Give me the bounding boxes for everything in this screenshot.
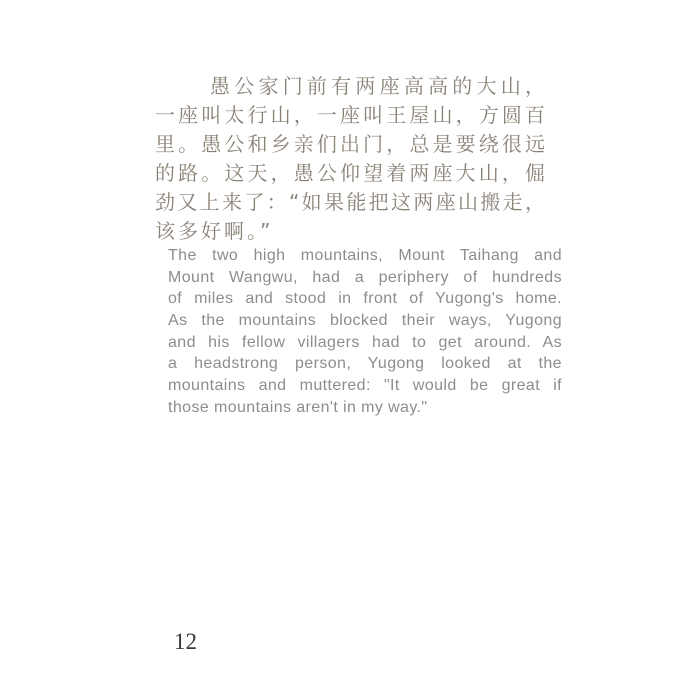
chinese-text-line: 愚公家门前有两座高高的大山， [210, 74, 545, 98]
english-text-line: mountains and muttered: "It would be great if [168, 377, 562, 395]
chinese-text-line: 的路。这天，愚公仰望着两座大山，倔 [155, 161, 545, 185]
english-text-line: Mount Wangwu, had a periphery of hundreds [168, 268, 562, 286]
chinese-paragraph [155, 72, 545, 246]
english-text-line: and his fellow villagers had to get around. As [168, 333, 562, 351]
chinese-text-line: 一座叫太行山，一座叫王屋山，方圆百 [155, 103, 545, 127]
english-text-line: The two high mountains, Mount Taihang and [168, 247, 562, 264]
chinese-text-line: 劲又上来了：“如果能把这两座山搬走， [155, 190, 545, 214]
page-number: 12 [174, 629, 197, 654]
english-paragraph [168, 245, 562, 419]
english-text-line: of miles and stood in front of Yugong's home. [168, 290, 562, 308]
english-text-line: As the mountains blocked their ways, Yugong [168, 312, 562, 330]
chinese-text-line: 里。愚公和乡亲们出门，总是要绕很远 [155, 132, 545, 156]
english-text-line: a headstrong person, Yugong looked at the [168, 355, 562, 373]
english-text-line: those mountains aren't in my way." [168, 398, 428, 416]
chinese-text-line: 该多好啊。” [155, 219, 274, 243]
